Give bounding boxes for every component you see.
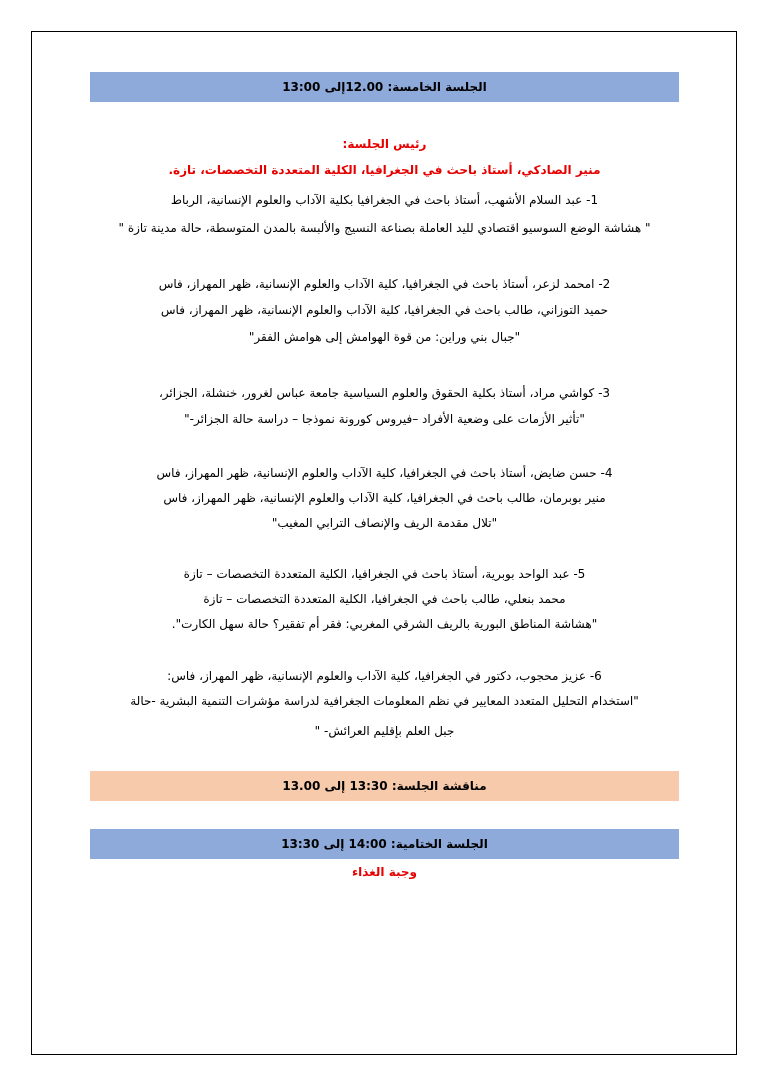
presentation-line: 1- عبد السلام الأشهب، أستاذ باحث في الجغرافيا بكلية الآداب والعلوم الإنسانية، الرباط bbox=[170, 193, 599, 207]
presentation-title: جبل العلم بإقليم العرائش- " bbox=[314, 724, 455, 738]
chair-name: منير الصادكي، أستاذ باحث في الجغرافيا، الكلية المتعددة التخصصات، تازة. bbox=[168, 163, 601, 177]
presentation-title: "هشاشة المناطق البورية بالريف الشرقي المغربي: فقر أم تفقير؟ حالة سهل الكارت". bbox=[171, 617, 598, 631]
session-header-bar bbox=[90, 72, 679, 102]
presentation-title: "تأثير الأزمات على وضعية الأفراد –فيروس كورونة نموذجا – دراسة حالة الجزائر-" bbox=[184, 412, 585, 426]
page-frame bbox=[31, 31, 737, 1055]
presentation-title: "تلال مقدمة الريف والإنصاف الترابي المغيب" bbox=[271, 516, 498, 530]
presentation-line: محمد بنعلي، طالب باحث في الجغرافيا، الكلية المتعددة التخصصات – تازة bbox=[203, 592, 566, 606]
discussion-header-bar bbox=[90, 771, 679, 801]
discussion-header-text: مناقشة الجلسة: 13:30 إلى 13.00 bbox=[282, 779, 487, 793]
presentation-line: 4- حسن ضايض، أستاذ باحث في الجغرافيا، كلية الآداب والعلوم الإنسانية، ظهر المهراز، فاس bbox=[156, 466, 613, 480]
lunch-label: وجبة الغذاء bbox=[351, 865, 418, 879]
presentation-line: 6- عزيز محجوب، دكتور في الجغرافيا، كلية الآداب والعلوم الإنسانية، ظهر المهراز، فاس: bbox=[167, 669, 602, 683]
presentation-line: 3- كواشي مراد، أستاذ بكلية الحقوق والعلوم السياسية جامعة عباس لغرور، خنشلة، الجزائر، bbox=[158, 386, 611, 400]
presentation-line: 2- امحمد لزعر، أستاذ باحث في الجغرافيا، كلية الآداب والعلوم الإنسانية، ظهر المهراز، فاس bbox=[158, 277, 611, 291]
presentation-title: " هشاشة الوضع السوسيو اقتصادي لليد العاملة بصناعة النسيج والألبسة بالمدن المتوسطة، حالة مدينة تازة " bbox=[118, 221, 651, 235]
presentation-title: "استخدام التحليل المتعدد المعايير في نظم المعلومات الجغرافية لدراسة مؤشرات التنمية البشرية -حالة bbox=[130, 694, 639, 708]
presentation-line: منير بوبرمان، طالب باحث في الجغرافيا، كلية الآداب والعلوم الإنسانية، ظهر المهراز، فاس bbox=[163, 491, 606, 505]
chair-label: رئيس الجلسة: bbox=[342, 137, 427, 151]
presentation-line: 5- عبد الواحد بوبرية، أستاذ باحث في الجغرافيا، الكلية المتعددة التخصصات – تازة bbox=[183, 567, 586, 581]
presentation-title: "جبال بني وراين: من قوة الهوامش إلى هوامش الفقر" bbox=[248, 330, 521, 344]
session-header-text: الجلسة الخامسة: 12.00إلى 13:00 bbox=[282, 80, 487, 94]
closing-header-bar bbox=[90, 829, 679, 859]
closing-header-text: الجلسة الختامية: 14:00 إلى 13:30 bbox=[281, 837, 488, 851]
presentation-line: حميد التوزاني، طالب باحث في الجغرافيا، كلية الآداب والعلوم الإنسانية، ظهر المهراز، فاس bbox=[160, 303, 609, 317]
